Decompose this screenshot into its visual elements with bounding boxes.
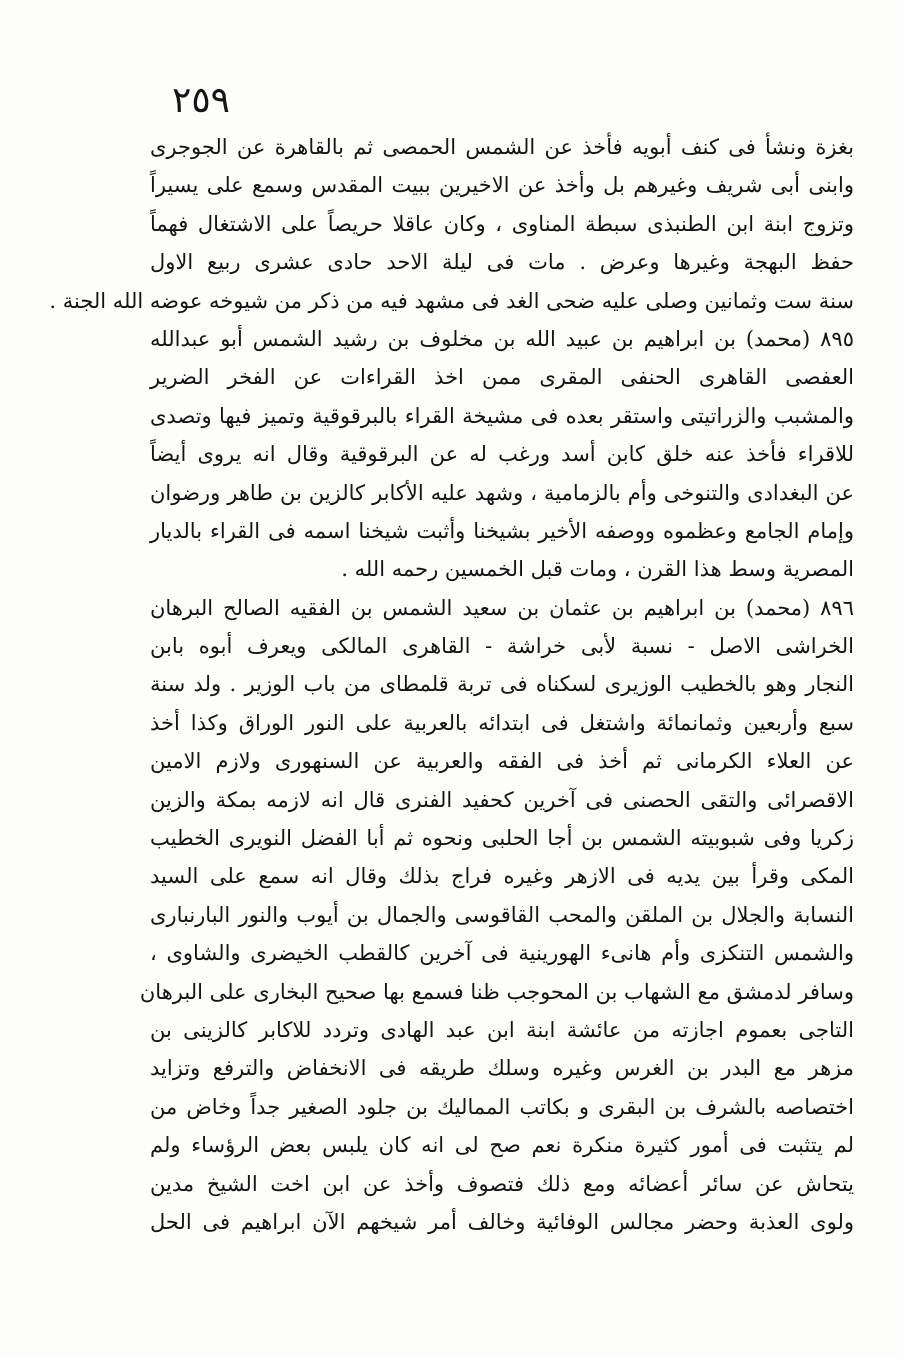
- text-line: المكى وقرأ بين يديه فى الازهر وغيره فراج بذلك وقال انه سمع على السيد: [150, 864, 854, 889]
- text-line: النجار وهو بالخطيب الوزيرى لسكناه فى تربة قلمطاى من باب الوزير . ولد سنة: [150, 672, 854, 697]
- text-line: العفصى القاهرى الحنفى المقرى ممن اخذ القراءات عن الفخر الضرير: [150, 365, 854, 390]
- text-line: الاقصرائى والتقى الحصنى فى آخرين كحفيد الفنرى قال انه لازمه بمكة والزين: [150, 787, 854, 812]
- text-line: زكريا وفى شبوبيته الشمس بن أجا الحلبى ونحوه ثم أبا الفضل النويرى الخطيب: [150, 826, 854, 851]
- text-line: لم يتثبت فى أمور كثيرة منكرة نعم صح لى انه كان يلبس بعض الرؤساء ولم: [150, 1133, 854, 1158]
- entry-896: [139, 589, 854, 1242]
- text-line: يتحاش عن سائر أعضائه ومع ذلك فتصوف وأخذ عن ابن اخت الشيخ مدين: [150, 1171, 854, 1196]
- text-line: ولوى العذبة وحضر مجالس الوفائية وخالف أمر شيخهم الآن ابراهيم فى الحل: [150, 1209, 854, 1234]
- paragraph-continuation: [49, 128, 854, 320]
- text-line: وسافر لدمشق مع الشهاب بن المحوجب ظنا فسمع بها صحيح البخارى على البرهان: [139, 979, 854, 1004]
- text-line: مزهر مع البدر بن الغرس وغيره وسلك طريقه فى الانخفاض والترفع وتزايد: [150, 1056, 854, 1081]
- page-number: ٢٥٩: [172, 80, 231, 121]
- text-line: والمشبب والزراتيتى واستقر بعده فى مشيخة القراء بالبرقوقية وتميز فيها وتصدى: [150, 403, 854, 428]
- text-line: الخراشى الاصل - نسبة لأبى خراشة - القاهرى المالكى ويعرف أبوه بابن: [150, 634, 854, 659]
- text-line: سبع وأربعين وثمانمائة واشتغل فى ابتدائه بالعربية على النور الوراق وكذا أخذ: [150, 710, 854, 735]
- text-line: بغزة ونشأ فى كنف أبويه فأخذ عن الشمس الحمصى ثم بالقاهرة عن الجوجرى: [150, 135, 854, 159]
- text-line: وابنى أبى شريف وغيرهم بل وأخذ عن الاخيرين ببيت المقدس وسمع على يسيراً: [150, 173, 854, 198]
- body-text: [49, 128, 854, 1241]
- text-line: عن العلاء الكرمانى ثم أخذ فى الفقه والعربية عن السنهورى ولازم الامين: [150, 749, 854, 774]
- text-line: للاقراء فأخذ عنه خلق كابن أسد ورغب له عن البرقوقية وقال انه يروى أيضاً: [150, 442, 854, 467]
- text-line: اختصاصه بالشرف بن البقرى و بكاتب المماليك بن جلود الصغير جداً وخاض من: [150, 1094, 854, 1119]
- entry-895: [150, 320, 854, 589]
- text-line: المصرية وسط هذا القرن ، ومات قبل الخمسين رحمه الله .: [341, 557, 854, 582]
- text-line: والشمس التنكزى وأم هانىء الهورينية فى آخرين كالقطب الخيضرى والشاوى ،: [150, 941, 854, 966]
- entry-heading-line: ٨٩٥ (محمد) بن ابراهيم بن عبيد الله بن مخلوف بن رشيد الشمس أبو عبدالله: [150, 326, 854, 351]
- text-line: وإمام الجامع وعظموه ووصفه الأخير بشيخنا وأثبت شيخنا اسمه فى القراء بالديار: [150, 518, 854, 543]
- text-line: حفظ البهجة وغيرها وعرض . مات فى ليلة الاحد حادى عشرى ربيع الاول: [150, 250, 854, 275]
- entry-heading-line: ٨٩٦ (محمد) بن ابراهيم بن عثمان بن سعيد الشمس بن الفقيه الصالح البرهان: [150, 595, 854, 620]
- text-line: عن البغدادى والتنوخى وأم بالزمامية ، وشهد عليه الأكابر كالزين بن طاهر ورضوان: [150, 480, 854, 505]
- text-line: سنة ست وثمانين وصلى عليه ضحى الغد فى مشهد فيه من ذكر من شيوخه عوضه الله الجنة .: [49, 288, 854, 313]
- text-line: النسابة والجلال بن الملقن والمحب القاقوسى والجمال بن أيوب والنور البارنبارى: [150, 902, 854, 927]
- text-line: وتزوج ابنة ابن الطنبذى سبطة المناوى ، وكان عاقلا حريصاً على الاشتغال فهماً: [150, 211, 854, 236]
- text-line: التاجى بعموم اجازته من عائشة ابنة ابن عبد الهادى وتردد للاكابر كالزينى بن: [150, 1017, 854, 1042]
